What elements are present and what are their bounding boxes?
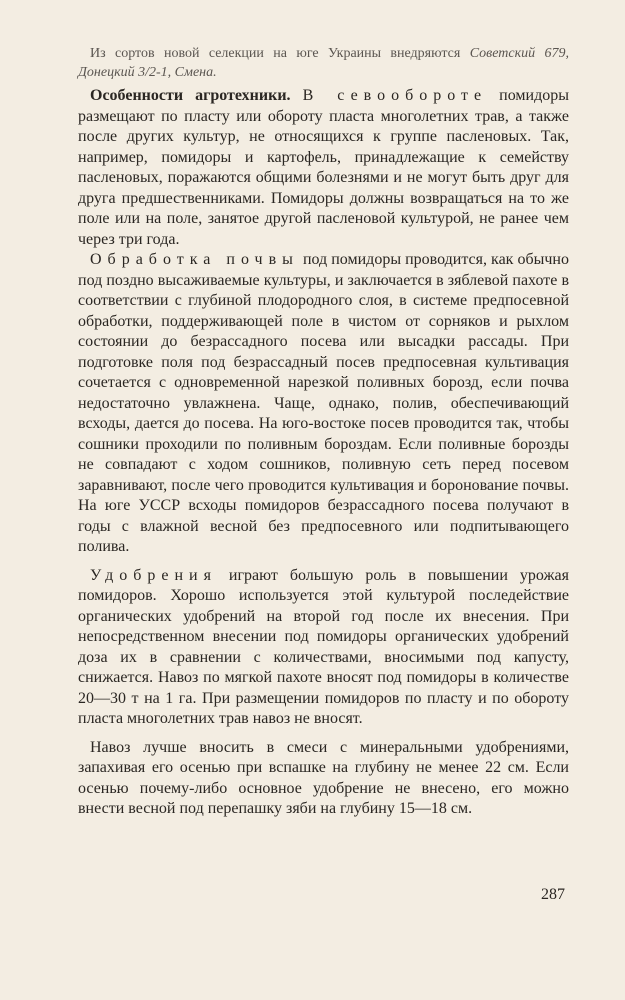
paragraph-text: под помидоры проводится, как обычно под поздно высаживаемые культуры, и заключается в зяблевой пахоте в соответствии с глубиной плодородного слоя, в системе предпосевной обработки, поддерживающей поле в чистом от сорняков и рыхлом состоянии до безрассадного посева или высадки рассады. При подготовке поля под безрассадный посев предпосевная культивация сочетается с одновременной нарезкой поливных борозд, если почва недостаточно увлажнена. Чаще, однако, полив, обеспечивающий всходы, дается до посева. На юго-востоке посев проводится так, чтобы сошники проходили по поливным бороздам. Если поливные борозды не совпадают с ходом сошников, поливную сеть перед посевом заравнивают, после чего проводится культивация и боронование почвы. На юге УССР всходы помидоров безрассадного посева получают в годы с влажной весной без предпосевного или подпитывающего полива. — [78, 251, 569, 555]
variety-list: Советский 679, Донецкий 3/2-1, Смена. — [78, 46, 569, 80]
paragraph-crop-rotation — [78, 86, 569, 250]
spaced-term-tillage: Обработка почвы — [90, 251, 299, 268]
paragraph-soil-tillage — [78, 250, 569, 558]
paragraph-fertilizers — [78, 566, 569, 730]
paragraph-text: помидоры размещают по пласту или обороту пласта многолетних трав, а также после других культур, не относящихся к группе пасленовых. Так, например, помидоры и картофель, принадлежащие к семейству пасленовых, поражаются общими болезнями и не могут быть друг для друга предшественниками. Помидоры должны возвращаться на то же поле или на поле, занятое другой пасленовой культурой, не ранее чем через три года. — [78, 87, 569, 248]
intro-paragraph — [78, 44, 569, 82]
spaced-term-fertilizers: Удобрения — [90, 566, 217, 584]
paragraph-text: Навоз лучше вносить в смеси с минеральными удобрениями, запахивая его осенью при вспашке на глубину не менее 22 см. Если осенью почему-либо основное удобрение не внесено, его можно внести весной под перепашку зяби на глубину 15—18 см. — [78, 738, 569, 817]
page-number: 287 — [541, 886, 565, 903]
section-heading: Особенности агротехники. — [90, 87, 291, 104]
spaced-term-rotation: В севообороте — [302, 87, 488, 104]
paragraph-manure — [78, 738, 569, 820]
paragraph-text: играют большую роль в повышении урожая помидоров. Хорошо используется этой культурой последействие органических удобрений на второй год после их внесения. При непосредственном внесении под помидоры органических удобрений доза их в сравнении с количествами, вносимыми под капусту, снижается. Навоз по мягкой пахоте вносят под помидоры в количестве 20—30 т на 1 га. При размещении помидоров по пласту и по обороту пласта многолетних трав навоз не вносят. — [78, 566, 569, 727]
intro-text: Из сортов новой селекции на юге Украины внедряются — [90, 46, 470, 61]
